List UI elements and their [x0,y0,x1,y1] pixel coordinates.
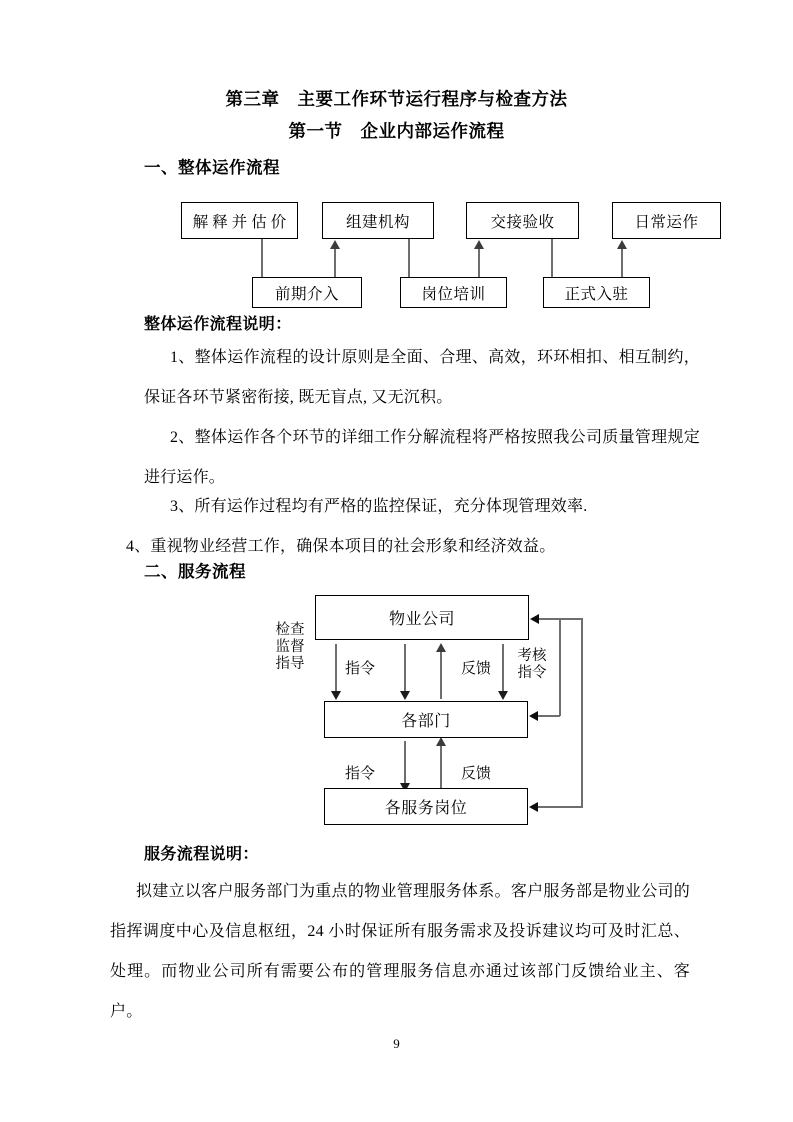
flow-box-post-training[interactable]: 岗位培训 [400,277,507,308]
service-arrow-down-middle [404,644,406,692]
section-one-heading: 一、整体运作流程 [144,158,280,177]
flow-box-explain-and-estimate[interactable]: 解释并估价 [181,202,298,239]
section-title: 第一节 企业内部运作流程 [288,121,505,141]
service-label-feedback-1: 反馈 [461,661,492,677]
service-label-assessment-instruction [513,648,551,682]
service-arrow-instruction-1 [335,644,337,692]
section-two-heading: 二、服务流程 [144,562,246,581]
service-label-feedback-2: 反馈 [461,766,492,782]
service-arrow-feedback-2 [440,745,442,788]
flow-box-daily-operation[interactable]: 日常运作 [612,202,721,239]
chapter-title: 第三章 主要工作环节运行程序与检查方法 [225,89,568,109]
service-arrow-instruction-2 [404,741,406,784]
overall-flow-point-4: 4、重视物业经营工作，确保本项目的社会形象和经济效益。 [126,538,556,555]
service-arrow-assessment [502,644,504,692]
service-flow-paragraph: 拟建立以客户服务部门为重点的物业管理服务体系。客户服务部是物业公司的指挥调度中心及信息枢纽，24 小时保证所有服务需求及投诉建议均可及时汇总、处理。而物业公司所有需要公布的管理服务信息亦通过该部门反馈给业主、客户。 [110,883,690,1020]
overall-flow-point-1: 1、整体运作流程的设计原则是全面、合理、高效，环环相扣、相互制约，保证各环节紧密衔接, 既无盲点, 又无沉积。 [144,349,700,406]
flow-box-departments[interactable]: 各部门 [324,701,528,738]
flow-box-build-organization[interactable]: 组建机构 [322,202,434,239]
overall-flow-point-2: 2、整体运作各个环节的详细工作分解流程将严格按照我公司质量管理规定进行运作。 [144,429,700,486]
service-return-arrow-to-posts [537,806,582,808]
overall-flow-explain-label: 整体运作流程说明： [144,316,292,333]
service-return-bus-inner [559,620,561,716]
service-label-inspection-supervision [272,622,308,673]
page-number: 9 [393,1036,400,1051]
flow-box-formal-entry[interactable]: 正式入驻 [543,277,650,308]
service-label-inspection-char-3: 指导 [275,656,305,672]
flow-box-property-company[interactable]: 物业公司 [315,595,529,640]
service-flow-explain-label: 服务流程说明： [144,846,259,863]
service-label-assessment-char-2: 指令 [517,665,547,681]
service-label-inspection-char-2: 监督 [275,639,305,655]
service-return-arrow-to-departments [537,715,560,717]
overall-flow-point-3: 3、所有运作过程均有严格的监控保证，充分体现管理效率. [170,498,588,515]
service-label-inspection-char-1: 检查 [275,622,305,638]
service-label-instruction-1: 指令 [345,661,376,677]
flow-box-early-intervention[interactable]: 前期介入 [252,277,362,308]
service-return-bus-outer [581,618,583,808]
service-label-instruction-2: 指令 [345,766,376,782]
flow-box-handover-acceptance[interactable]: 交接验收 [466,202,579,239]
flow-box-service-posts[interactable]: 各服务岗位 [324,788,528,825]
service-arrow-feedback-1 [440,651,442,699]
service-return-arrow-to-company [538,618,582,620]
service-label-assessment-char-1: 考核 [517,648,547,664]
